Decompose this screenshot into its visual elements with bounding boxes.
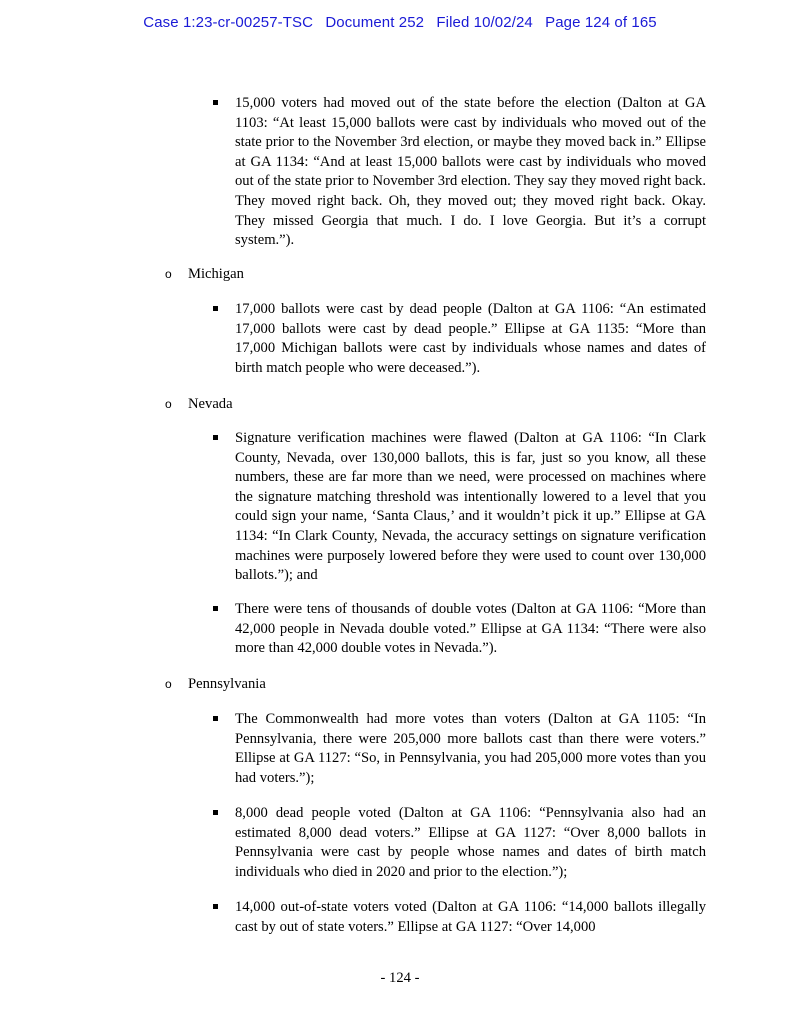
circle-bullet-icon: o	[165, 677, 172, 691]
state-heading-nevada	[165, 395, 233, 415]
state-label: Michigan	[188, 266, 244, 282]
document-number: Document 252	[325, 14, 425, 31]
state-label: Pennsylvania	[188, 676, 266, 692]
state-label: Nevada	[188, 396, 233, 412]
bullet-pennsylvania-out-of-state: 14,000 out-of-state voters voted (Dalton at GA 1106: “14,000 ballots illegally cast by out of state voters.” Ellipse at GA 1127: “Over 14,000	[235, 898, 706, 937]
bullet-nevada-signature-machines: Signature verification machines were flawed (Dalton at GA 1106: “In Clark County, Nevada, over 130,000 ballots, this is far, just so you know, all these numbers, these are far more than we need, were processed on machines where the signature matching threshold was intentionally lowered to a level that you could sign your name, ‘Santa Claus,’ and it wouldn’t pick it up.” Ellipse at GA 1134: “In Clark County, Nevada, the accuracy settings on signature verification machines were purposely lowered before they were used to count over 130,000 ballots.”); and	[235, 429, 706, 586]
circle-bullet-icon: o	[165, 267, 172, 281]
filed-date: Filed 10/02/24	[436, 14, 533, 31]
case-number: Case 1:23-cr-00257-TSC	[143, 14, 314, 31]
bullet-michigan-dead-voters: 17,000 ballots were cast by dead people (Dalton at GA 1106: “An estimated 17,000 ballots were cast by dead people.” Ellipse at GA 1135: “More than 17,000 Michigan ballots were cast by individuals whose names and dates of birth match people who were deceased.”).	[235, 300, 706, 378]
state-heading-michigan	[165, 265, 244, 285]
bullet-nevada-double-votes: There were tens of thousands of double votes (Dalton at GA 1106: “More than 42,000 people in Nevada double voted.” Ellipse at GA 1134: “There were also more than 42,000 double votes in Nevada.”).	[235, 600, 706, 659]
bullet-pennsylvania-dead-voters: 8,000 dead people voted (Dalton at GA 1106: “Pennsylvania also had an estimated 8,000 dead voters.” Ellipse at GA 1127: “Over 8,000 ballots in Pennsylvania were cast by people whose names and dates of birth match individuals who died in 2020 and prior to the election.”);	[235, 804, 706, 882]
page-count: Page 124 of 165	[545, 14, 657, 31]
case-header	[0, 14, 800, 31]
bullet-georgia-moved-voters: 15,000 voters had moved out of the state before the election (Dalton at GA 1103: “At least 15,000 ballots were cast by individuals who moved out of the state prior to the November 3rd election, or maybe they moved back in.” Ellipse at GA 1134: “And at least 15,000 ballots were cast by individuals who moved out of the state prior to November 3rd election. They say they moved right back. They moved right back. Oh, they moved out; they moved right back. Okay. They missed Georgia that much. I do. I love Georgia. But it’s a corrupt system.”).	[235, 94, 706, 251]
circle-bullet-icon: o	[165, 397, 172, 411]
state-heading-pennsylvania	[165, 675, 266, 695]
bullet-pennsylvania-more-votes: The Commonwealth had more votes than voters (Dalton at GA 1105: “In Pennsylvania, there were 205,000 more ballots cast than there were voters.” Ellipse at GA 1127: “So, in Pennsylvania, you had 205,000 more votes than you had voters.”);	[235, 710, 706, 788]
page-number: - 124 -	[380, 970, 420, 986]
